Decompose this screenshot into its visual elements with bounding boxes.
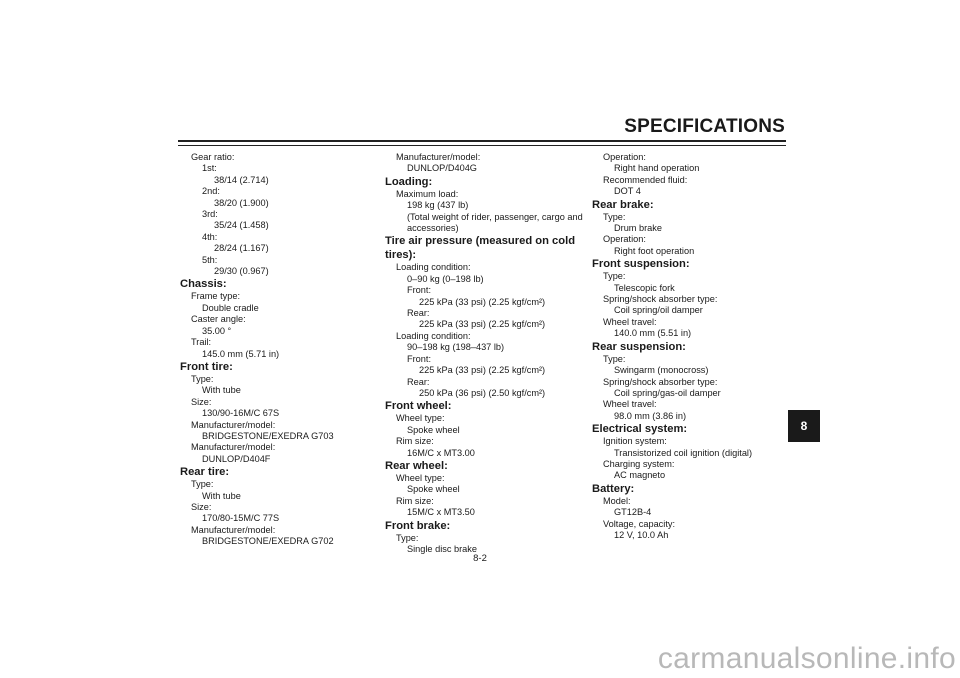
spec-value: 38/20 (1.900) [214, 197, 269, 208]
spec-label: Manufacturer/model: [191, 419, 276, 430]
spec-label: Spring/shock absorber type: [603, 376, 718, 387]
spec-label: Gear ratio: [191, 152, 235, 162]
section-heading: Chassis: [180, 278, 227, 291]
spec-label: Type: [191, 479, 214, 490]
spec-value: 170/80-15M/C 77S [202, 513, 280, 524]
spec-value: 12 V, 10.0 Ah [614, 529, 669, 540]
spec-value: 90–198 kg (198–437 lb) [407, 342, 505, 353]
spec-label: Wheel travel: [603, 399, 657, 410]
spec-value: 198 kg (437 lb) [407, 200, 469, 211]
spec-value: Transistorized coil ignition (digital) [614, 447, 753, 458]
spec-label: Type: [396, 532, 419, 543]
spec-value: With tube [202, 385, 241, 396]
spec-label: Loading condition: [396, 330, 471, 341]
spec-value: 225 kPa (33 psi) (2.25 kgf/cm²) [419, 296, 546, 307]
spec-label: Model: [603, 495, 631, 506]
section-heading: Rear tire: [180, 466, 230, 479]
section-heading: Battery: [592, 482, 635, 495]
spec-label: Type: [603, 271, 626, 282]
spec-column-2 [385, 152, 585, 555]
spec-value: 15M/C x MT3.50 [407, 507, 475, 518]
spec-value: Front: [407, 285, 431, 296]
spec-value: 130/90-16M/C 67S [202, 408, 280, 419]
spec-label: Operation: [603, 152, 646, 162]
spec-label: Voltage, capacity: [603, 518, 676, 529]
spec-value: Front: [407, 353, 431, 364]
spec-value: 38/14 (2.714) [214, 174, 269, 185]
spec-value: Spoke wheel [407, 484, 460, 495]
spec-value: 225 kPa (33 psi) (2.25 kgf/cm²) [419, 319, 546, 330]
page-title: SPECIFICATIONS [624, 116, 785, 137]
spec-value: 4th: [202, 231, 218, 242]
spec-value: 225 kPa (33 psi) (2.25 kgf/cm²) [419, 365, 546, 376]
spec-value: 35/24 (1.458) [214, 220, 269, 231]
spec-label: Wheel type: [396, 413, 445, 424]
section-heading: Front tire: [180, 360, 233, 373]
spec-value: 5th: [202, 254, 218, 265]
spec-label: Spring/shock absorber type: [603, 294, 718, 305]
spec-value: (Total weight of rider, passenger, cargo and accessories) [407, 211, 583, 234]
spec-label: Manufacturer/model: [396, 152, 481, 162]
spec-value: DOT 4 [614, 186, 641, 197]
section-heading: Rear brake: [592, 198, 654, 211]
spec-label: Frame type: [191, 291, 241, 302]
spec-value: Spoke wheel [407, 424, 460, 435]
spec-label: Recommended fluid: [603, 174, 688, 185]
spec-column-1 [180, 152, 370, 548]
spec-value: 3rd: [202, 209, 218, 220]
section-heading: Front brake: [385, 519, 451, 532]
spec-value: 145.0 mm (5.71 in) [202, 348, 280, 359]
spec-label: Type: [191, 373, 214, 384]
spec-label: Wheel travel: [603, 316, 657, 327]
spec-label: Operation: [603, 234, 646, 245]
spec-label: Type: [603, 211, 626, 222]
spec-value: Rear: [407, 376, 430, 387]
spec-value: 250 kPa (36 psi) (2.50 kgf/cm²) [419, 387, 546, 398]
header-rule-thick [178, 140, 786, 142]
section-heading: Front wheel: [385, 400, 452, 413]
spec-value: 35.00 ° [202, 325, 232, 336]
spec-value: Coil spring/gas-oil damper [614, 387, 721, 398]
section-heading: Rear suspension: [592, 340, 686, 353]
spec-value: Right hand operation [614, 163, 700, 174]
header-rule-thin [178, 145, 786, 146]
spec-value: 0–90 kg (0–198 lb) [407, 273, 484, 284]
section-heading: Rear wheel: [385, 459, 448, 472]
spec-label: Loading condition: [396, 262, 471, 273]
spec-label: Maximum load: [396, 188, 459, 199]
spec-value: Coil spring/oil damper [614, 305, 703, 316]
spec-label: Type: [603, 353, 626, 364]
spec-label: Size: [191, 396, 212, 407]
spec-value: DUNLOP/D404F [202, 453, 271, 464]
section-heading: Front suspension: [592, 258, 690, 271]
watermark: carmanualsonline.info [657, 642, 956, 675]
spec-label: Rim size: [396, 436, 434, 447]
spec-value: AC magneto [614, 470, 666, 481]
spec-value: With tube [202, 490, 241, 501]
spec-value: Drum brake [614, 223, 662, 234]
spec-value: 28/24 (1.167) [214, 243, 269, 254]
section-heading: Loading: [385, 175, 433, 188]
spec-value: Telescopic fork [614, 282, 675, 293]
spec-label: Trail: [191, 337, 212, 348]
spec-column-3 [592, 152, 792, 541]
spec-label: Ignition system: [603, 436, 667, 447]
spec-value: Swingarm (monocross) [614, 365, 709, 376]
spec-value: 1st: [202, 163, 217, 174]
spec-label: Manufacturer/model: [191, 524, 276, 535]
spec-value: Rear: [407, 308, 430, 319]
spec-label: Size: [191, 501, 212, 512]
spec-label: Caster angle: [191, 314, 246, 325]
chapter-tab: 8 [788, 410, 820, 442]
spec-value: DUNLOP/D404G [407, 163, 477, 174]
section-heading: Electrical system: [592, 423, 688, 436]
spec-label: Charging system: [603, 458, 675, 469]
spec-value: 140.0 mm (5.51 in) [614, 328, 692, 339]
spec-label: Manufacturer/model: [191, 442, 276, 453]
spec-label: Wheel type: [396, 472, 445, 483]
spec-label: Rim size: [396, 495, 434, 506]
page-number: 8-2 [473, 553, 487, 564]
spec-value: Right foot operation [614, 245, 695, 256]
spec-value: Single disc brake [407, 543, 477, 554]
spec-value: BRIDGESTONE/EXEDRA G702 [202, 536, 334, 547]
spec-value: 2nd: [202, 186, 220, 197]
spec-value: Double cradle [202, 302, 259, 313]
spec-value: 98.0 mm (3.86 in) [614, 410, 686, 421]
spec-value: 29/30 (0.967) [214, 266, 269, 277]
spec-value: 16M/C x MT3.00 [407, 447, 475, 458]
section-heading: Tire air pressure (measured on cold tires): [385, 235, 576, 262]
spec-value: BRIDGESTONE/EXEDRA G703 [202, 430, 334, 441]
spec-value: GT12B-4 [614, 507, 652, 518]
